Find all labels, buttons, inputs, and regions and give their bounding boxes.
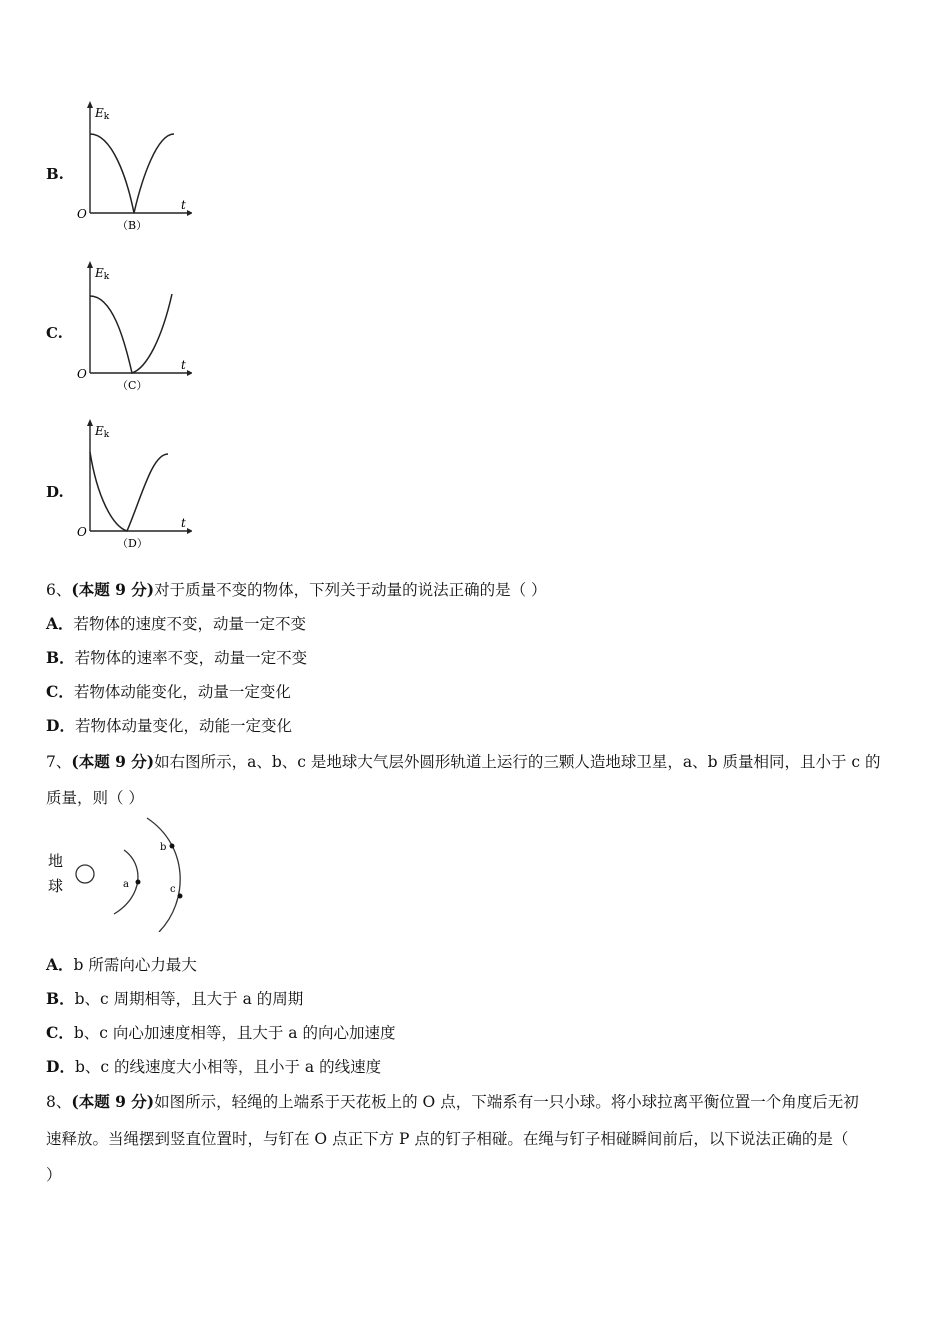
- q7-option-b: [46, 987, 303, 1009]
- q7-option-c: [46, 1021, 395, 1043]
- question-text: 如图所示，轻绳的上端系于天花板上的 O 点，下端系有一只小球。将小球拉离平衡位置一个角度后无初: [154, 1093, 859, 1111]
- q6-option-b: [46, 646, 307, 668]
- option-text: b、c 向心加速度相等，且大于 a 的向心加速度: [73, 1024, 396, 1042]
- satellite-orbit-figure: [44, 816, 186, 932]
- satellite-b: [170, 844, 175, 849]
- option-text: b、c 周期相等，且大于 a 的周期: [74, 990, 304, 1008]
- graph-b: [72, 98, 192, 238]
- option-text: 若物体动量变化，动能一定变化: [74, 717, 292, 735]
- label-c: c: [170, 884, 176, 895]
- x-axis-arrow-icon: [187, 210, 192, 216]
- x-label: t: [181, 198, 186, 212]
- origin-label: O: [77, 367, 87, 381]
- option-text: 若物体的速率不变，动量一定不变: [74, 649, 308, 667]
- option-label: C．: [46, 682, 74, 701]
- option-text: b、c 的线速度大小相等，且小于 a 的线速度: [74, 1058, 382, 1076]
- graph-d-option-label: D.: [46, 483, 64, 501]
- satellite-a: [136, 880, 141, 885]
- question-tag: (本题 9 分): [71, 752, 155, 771]
- graph-d: [72, 416, 192, 556]
- graph-caption: （D）: [117, 537, 148, 550]
- question-number: 8、: [46, 1093, 72, 1111]
- question-tag: (本题 9 分): [71, 1092, 155, 1111]
- graph-caption: （B）: [117, 219, 148, 232]
- x-label: t: [181, 516, 186, 530]
- earth-label-2: 球: [48, 877, 64, 895]
- question-number: 7、: [46, 753, 72, 771]
- earth-label-1: 地: [48, 852, 64, 870]
- q7-option-d: [46, 1055, 381, 1077]
- satellite-c: [178, 894, 183, 899]
- label-b: b: [160, 842, 167, 853]
- y-label: Ek: [95, 266, 110, 282]
- q6-stem: [46, 578, 547, 600]
- q6-option-c: [46, 680, 291, 702]
- y-axis-arrow-icon: [87, 101, 93, 108]
- x-label: t: [181, 358, 186, 372]
- graph-caption: （C）: [117, 379, 148, 392]
- orbit-bc: [147, 818, 180, 932]
- question-tag: (本题 9 分): [71, 580, 155, 599]
- x-axis-arrow-icon: [187, 370, 192, 376]
- option-label: A．: [46, 614, 74, 633]
- origin-label: O: [77, 207, 87, 221]
- option-text: 若物体动能变化，动量一定变化: [73, 683, 291, 701]
- y-label: Ek: [95, 106, 110, 122]
- ek-curve: [90, 134, 174, 213]
- graph-c: [72, 258, 192, 398]
- option-label: B．: [46, 989, 75, 1008]
- q7-stem-line-1: [46, 750, 881, 772]
- question-number: 6、: [46, 581, 72, 599]
- q6-option-a: [46, 612, 306, 634]
- graph-c-option-label: C.: [46, 324, 63, 342]
- q8-stem-line-2: 速释放。当绳摆到竖直位置时，与钉在 O 点正下方 P 点的钉子相碰。在绳与钉子相碰瞬间前后，以下说法正确的是（: [46, 1130, 849, 1148]
- earth-circle: [76, 865, 94, 883]
- option-label: D．: [46, 716, 75, 735]
- q8-stem-line-3: ）: [46, 1166, 62, 1184]
- q7-stem-line-2: 质量，则（ ）: [46, 789, 144, 807]
- y-label: Ek: [95, 424, 110, 440]
- origin-label: O: [77, 525, 87, 539]
- q6-option-d: [46, 714, 292, 736]
- option-label: B．: [46, 648, 75, 667]
- ek-curve: [90, 294, 172, 373]
- graph-b-option-label: B.: [46, 165, 64, 183]
- q8-stem-line-1: [46, 1090, 859, 1112]
- option-label: D．: [46, 1057, 75, 1076]
- y-axis-arrow-icon: [87, 419, 93, 426]
- question-text: 对于质量不变的物体，下列关于动量的说法正确的是（ ）: [154, 581, 547, 599]
- option-label: C．: [46, 1023, 74, 1042]
- question-text: 如右图所示，a、b、c 是地球大气层外圆形轨道上运行的三颗人造地球卫星，a、b 质量相同，且小于 c 的: [154, 753, 881, 771]
- q7-option-a: [46, 953, 197, 975]
- ek-curve: [90, 452, 168, 531]
- option-text: b 所需向心力最大: [73, 956, 197, 974]
- y-axis-arrow-icon: [87, 261, 93, 268]
- label-a: a: [123, 879, 129, 890]
- x-axis-arrow-icon: [187, 528, 192, 534]
- option-label: A．: [46, 955, 74, 974]
- option-text: 若物体的速度不变，动量一定不变: [73, 615, 307, 633]
